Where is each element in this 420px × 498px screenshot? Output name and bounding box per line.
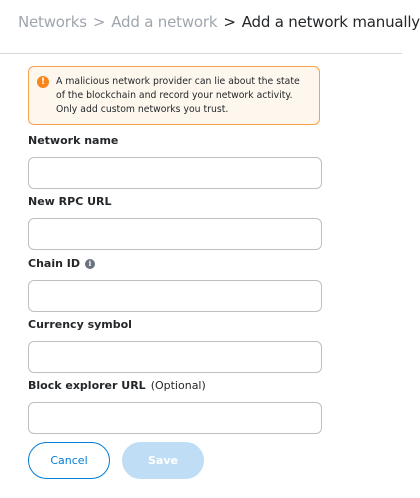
block-explorer-label xyxy=(28,379,206,392)
warning-text: A malicious network provider can lie about the state of the blockchain and record your network activity. Only add custom networks you trust. xyxy=(56,76,300,115)
page-title: Add a network manually xyxy=(241,13,420,31)
exclamation-icon: ! xyxy=(37,76,49,88)
breadcrumb xyxy=(18,13,420,31)
chain-id-label xyxy=(28,257,95,270)
cancel-button[interactable]: Cancel xyxy=(28,442,110,479)
network-name-input[interactable] xyxy=(28,157,322,189)
rpc-url-input[interactable] xyxy=(28,218,322,250)
rpc-url-label xyxy=(28,195,112,208)
header-divider xyxy=(0,53,402,54)
block-explorer-label-text: Block explorer URL xyxy=(28,379,146,392)
breadcrumb-networks-link[interactable]: Networks xyxy=(18,13,87,31)
breadcrumb-add-network-link[interactable]: Add a network xyxy=(111,13,218,31)
optional-label: (Optional) xyxy=(150,379,206,392)
breadcrumb-separator: > xyxy=(92,13,106,31)
chain-id-input[interactable] xyxy=(28,280,322,312)
info-icon[interactable]: i xyxy=(85,259,95,269)
breadcrumb-separator: > xyxy=(223,13,236,31)
chain-id-label-text: Chain ID xyxy=(28,257,80,270)
network-name-label xyxy=(28,134,118,147)
rpc-url-label-text: New RPC URL xyxy=(28,195,112,208)
currency-symbol-label xyxy=(28,318,132,331)
save-button[interactable]: Save xyxy=(122,442,204,479)
block-explorer-input[interactable] xyxy=(28,402,322,434)
currency-symbol-label-text: Currency symbol xyxy=(28,318,132,331)
currency-symbol-input[interactable] xyxy=(28,341,322,373)
network-name-label-text: Network name xyxy=(28,134,119,147)
warning-banner xyxy=(28,66,320,125)
